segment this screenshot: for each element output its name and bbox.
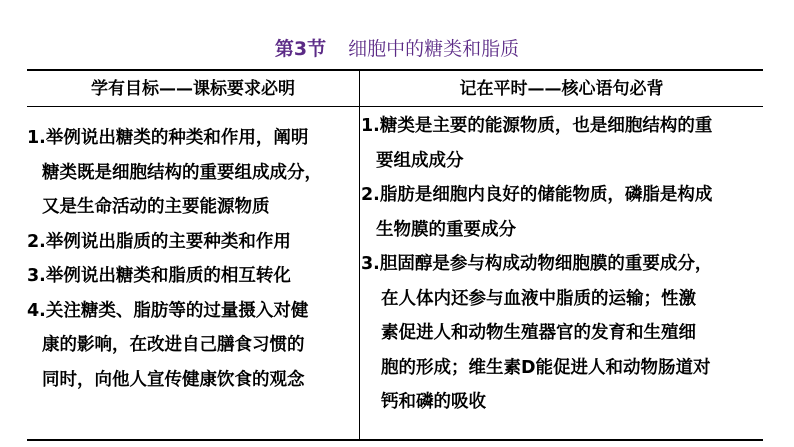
statement-line: 胞的形成；维生素D能促进人和动物肠道对	[381, 357, 711, 378]
statement-line: 2.脂肪是细胞内良好的储能物质，磷脂是构成	[361, 185, 713, 205]
left-column-header: 学有目标——课标要求必明	[91, 79, 295, 99]
goal-line: 1.举例说出糖类的种类和作用，阐明	[27, 128, 309, 148]
page-title	[0, 36, 794, 62]
goal-item	[27, 294, 359, 398]
goal-line: 康的影响，在改进自己膳食习惯的	[42, 335, 305, 355]
statement-item	[361, 247, 761, 420]
learning-goals-column	[27, 121, 359, 397]
key-statements-column	[361, 109, 761, 420]
goal-line: 糖类既是细胞结构的重要组成成分，	[42, 162, 322, 183]
goal-item	[27, 121, 359, 225]
statement-item	[361, 178, 761, 247]
statement-line: 在人体内还参与血液中脂质的运输；性激	[381, 288, 696, 309]
table-header-row	[27, 71, 763, 107]
goal-line: 同时，向他人宣传健康饮食的观念	[42, 369, 305, 390]
statement-item	[361, 109, 761, 178]
statement-line: 钙和磷的吸收	[381, 392, 486, 412]
goal-line: 2.举例说出脂质的主要种类和作用	[27, 231, 291, 252]
goal-line: 4.关注糖类、脂肪等的过量摄入对健	[27, 300, 309, 321]
section-number: 第3节	[274, 38, 327, 60]
objectives-table	[27, 69, 763, 441]
statement-line: 要组成成分	[376, 150, 464, 171]
goal-item	[27, 259, 359, 294]
right-column-header: 记在平时——核心语句必背	[459, 79, 664, 99]
statement-line: 素促进人和动物生殖器官的发育和生殖细	[381, 323, 696, 343]
column-divider	[359, 71, 360, 439]
goal-line: 又是生命活动的主要能源物质	[42, 197, 270, 217]
section-name: 细胞中的糖类和脂质	[348, 38, 520, 60]
goal-line: 3.举例说出糖类和脂质的相互转化	[27, 266, 291, 286]
statement-line: 3.胆固醇是参与构成动物细胞膜的重要成分，	[361, 254, 713, 274]
goal-item	[27, 225, 359, 260]
statement-line: 1.糖类是主要的能源物质，也是细胞结构的重	[361, 116, 713, 136]
statement-line: 生物膜的重要成分	[376, 219, 516, 240]
